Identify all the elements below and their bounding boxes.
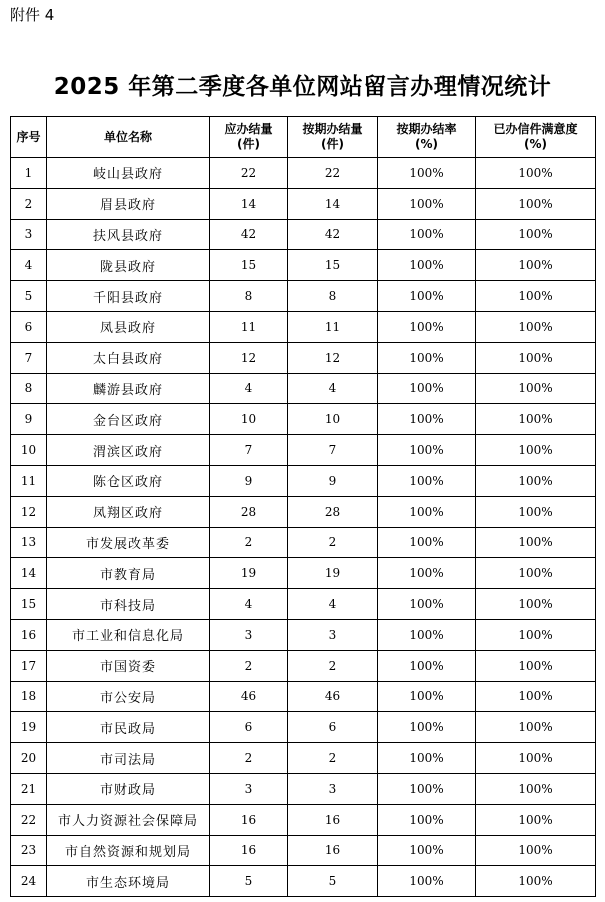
cell-unit-name: 市国资委 (47, 650, 210, 681)
cell-ontime-count: 12 (288, 342, 378, 373)
cell-unit-name: 市生态环境局 (47, 866, 210, 897)
cell-index: 19 (11, 712, 47, 743)
cell-ontime-count: 10 (288, 404, 378, 435)
cell-index: 8 (11, 373, 47, 404)
cell-satisfaction: 100% (476, 773, 596, 804)
cell-ontime-rate: 100% (378, 650, 476, 681)
cell-unit-name: 太白县政府 (47, 342, 210, 373)
cell-index: 4 (11, 250, 47, 281)
cell-due-count: 3 (210, 773, 288, 804)
cell-ontime-rate: 100% (378, 712, 476, 743)
cell-ontime-rate: 100% (378, 219, 476, 250)
cell-index: 9 (11, 404, 47, 435)
table-row (11, 835, 596, 866)
cell-ontime-rate: 100% (378, 743, 476, 774)
page-title: 2025 年第二季度各单位网站留言办理情况统计 (53, 74, 552, 100)
header-ontime-count: 按期办结量 (件) (288, 117, 378, 158)
cell-ontime-rate: 100% (378, 681, 476, 712)
cell-ontime-count: 7 (288, 435, 378, 466)
cell-unit-name: 市工业和信息化局 (47, 619, 210, 650)
table-row (11, 496, 596, 527)
cell-due-count: 8 (210, 281, 288, 312)
cell-unit-name: 千阳县政府 (47, 281, 210, 312)
cell-index: 2 (11, 188, 47, 219)
cell-ontime-count: 14 (288, 188, 378, 219)
header-index: 序号 (11, 117, 47, 158)
cell-index: 14 (11, 558, 47, 589)
table-row (11, 188, 596, 219)
cell-satisfaction: 100% (476, 681, 596, 712)
cell-due-count: 5 (210, 866, 288, 897)
cell-ontime-count: 3 (288, 619, 378, 650)
header-ontime-rate: 按期办结率 (%) (378, 117, 476, 158)
cell-due-count: 14 (210, 188, 288, 219)
cell-index: 1 (11, 158, 47, 189)
cell-unit-name: 岐山县政府 (47, 158, 210, 189)
cell-ontime-count: 19 (288, 558, 378, 589)
cell-due-count: 2 (210, 527, 288, 558)
cell-due-count: 4 (210, 373, 288, 404)
cell-ontime-rate: 100% (378, 311, 476, 342)
header-unit-name: 单位名称 (47, 117, 210, 158)
cell-index: 13 (11, 527, 47, 558)
cell-ontime-rate: 100% (378, 158, 476, 189)
table-row (11, 804, 596, 835)
cell-unit-name: 渭滨区政府 (47, 435, 210, 466)
statistics-table (10, 116, 596, 897)
cell-unit-name: 凤县政府 (47, 311, 210, 342)
cell-satisfaction: 100% (476, 342, 596, 373)
cell-unit-name: 市民政局 (47, 712, 210, 743)
attachment-label: 附件 4 (10, 6, 55, 24)
cell-index: 3 (11, 219, 47, 250)
table-row (11, 373, 596, 404)
cell-unit-name: 市科技局 (47, 589, 210, 620)
table-row (11, 773, 596, 804)
cell-unit-name: 市教育局 (47, 558, 210, 589)
cell-index: 21 (11, 773, 47, 804)
table-row (11, 681, 596, 712)
cell-ontime-count: 8 (288, 281, 378, 312)
table-row (11, 589, 596, 620)
cell-ontime-count: 2 (288, 743, 378, 774)
cell-ontime-rate: 100% (378, 527, 476, 558)
cell-ontime-rate: 100% (378, 342, 476, 373)
cell-index: 7 (11, 342, 47, 373)
cell-due-count: 16 (210, 835, 288, 866)
cell-index: 18 (11, 681, 47, 712)
cell-unit-name: 市自然资源和规划局 (47, 835, 210, 866)
cell-ontime-count: 16 (288, 835, 378, 866)
cell-ontime-count: 42 (288, 219, 378, 250)
cell-due-count: 7 (210, 435, 288, 466)
cell-ontime-count: 22 (288, 158, 378, 189)
cell-unit-name: 陈仓区政府 (47, 465, 210, 496)
cell-satisfaction: 100% (476, 373, 596, 404)
cell-ontime-count: 6 (288, 712, 378, 743)
table-body (11, 158, 596, 897)
cell-index: 6 (11, 311, 47, 342)
cell-ontime-count: 3 (288, 773, 378, 804)
table-row (11, 558, 596, 589)
table-row (11, 250, 596, 281)
cell-due-count: 3 (210, 619, 288, 650)
cell-ontime-rate: 100% (378, 804, 476, 835)
cell-satisfaction: 100% (476, 281, 596, 312)
cell-due-count: 22 (210, 158, 288, 189)
table-row (11, 158, 596, 189)
cell-due-count: 42 (210, 219, 288, 250)
cell-satisfaction: 100% (476, 743, 596, 774)
cell-due-count: 16 (210, 804, 288, 835)
cell-ontime-rate: 100% (378, 589, 476, 620)
cell-ontime-rate: 100% (378, 373, 476, 404)
cell-satisfaction: 100% (476, 619, 596, 650)
cell-ontime-count: 4 (288, 373, 378, 404)
cell-unit-name: 凤翔区政府 (47, 496, 210, 527)
cell-ontime-count: 11 (288, 311, 378, 342)
cell-satisfaction: 100% (476, 835, 596, 866)
cell-ontime-count: 4 (288, 589, 378, 620)
cell-ontime-rate: 100% (378, 281, 476, 312)
table-row (11, 435, 596, 466)
cell-satisfaction: 100% (476, 311, 596, 342)
cell-unit-name: 麟游县政府 (47, 373, 210, 404)
cell-ontime-count: 9 (288, 465, 378, 496)
cell-ontime-rate: 100% (378, 866, 476, 897)
cell-due-count: 11 (210, 311, 288, 342)
cell-unit-name: 市公安局 (47, 681, 210, 712)
cell-ontime-rate: 100% (378, 835, 476, 866)
table-row (11, 866, 596, 897)
cell-index: 5 (11, 281, 47, 312)
cell-due-count: 9 (210, 465, 288, 496)
table-row (11, 650, 596, 681)
cell-ontime-rate: 100% (378, 773, 476, 804)
table-row (11, 527, 596, 558)
cell-unit-name: 市发展改革委 (47, 527, 210, 558)
cell-index: 22 (11, 804, 47, 835)
cell-index: 15 (11, 589, 47, 620)
cell-due-count: 4 (210, 589, 288, 620)
cell-satisfaction: 100% (476, 435, 596, 466)
cell-ontime-rate: 100% (378, 250, 476, 281)
cell-satisfaction: 100% (476, 188, 596, 219)
cell-satisfaction: 100% (476, 219, 596, 250)
cell-satisfaction: 100% (476, 250, 596, 281)
table-row (11, 281, 596, 312)
cell-ontime-rate: 100% (378, 404, 476, 435)
cell-due-count: 46 (210, 681, 288, 712)
cell-satisfaction: 100% (476, 589, 596, 620)
cell-index: 12 (11, 496, 47, 527)
cell-due-count: 2 (210, 650, 288, 681)
cell-ontime-rate: 100% (378, 435, 476, 466)
cell-ontime-rate: 100% (378, 188, 476, 219)
cell-satisfaction: 100% (476, 496, 596, 527)
cell-unit-name: 市财政局 (47, 773, 210, 804)
cell-due-count: 19 (210, 558, 288, 589)
table-row (11, 743, 596, 774)
cell-unit-name: 市人力资源社会保障局 (47, 804, 210, 835)
cell-due-count: 6 (210, 712, 288, 743)
cell-unit-name: 陇县政府 (47, 250, 210, 281)
cell-due-count: 15 (210, 250, 288, 281)
cell-satisfaction: 100% (476, 158, 596, 189)
cell-ontime-rate: 100% (378, 465, 476, 496)
cell-ontime-count: 2 (288, 650, 378, 681)
cell-due-count: 2 (210, 743, 288, 774)
table-row (11, 219, 596, 250)
cell-satisfaction: 100% (476, 804, 596, 835)
cell-due-count: 28 (210, 496, 288, 527)
cell-satisfaction: 100% (476, 404, 596, 435)
table-row (11, 465, 596, 496)
table-row (11, 712, 596, 743)
cell-index: 17 (11, 650, 47, 681)
table-row (11, 311, 596, 342)
cell-ontime-count: 15 (288, 250, 378, 281)
table-header-row (11, 117, 596, 158)
cell-index: 10 (11, 435, 47, 466)
cell-satisfaction: 100% (476, 866, 596, 897)
cell-unit-name: 扶风县政府 (47, 219, 210, 250)
header-due-count: 应办结量 (件) (210, 117, 288, 158)
cell-satisfaction: 100% (476, 527, 596, 558)
cell-unit-name: 市司法局 (47, 743, 210, 774)
cell-ontime-count: 28 (288, 496, 378, 527)
cell-ontime-count: 46 (288, 681, 378, 712)
cell-ontime-rate: 100% (378, 619, 476, 650)
cell-index: 20 (11, 743, 47, 774)
header-satisfaction: 已办信件满意度 (%) (476, 117, 596, 158)
cell-satisfaction: 100% (476, 712, 596, 743)
table-row (11, 619, 596, 650)
cell-satisfaction: 100% (476, 465, 596, 496)
cell-ontime-rate: 100% (378, 496, 476, 527)
cell-satisfaction: 100% (476, 650, 596, 681)
cell-index: 16 (11, 619, 47, 650)
cell-ontime-count: 2 (288, 527, 378, 558)
cell-due-count: 12 (210, 342, 288, 373)
cell-ontime-rate: 100% (378, 558, 476, 589)
cell-unit-name: 金台区政府 (47, 404, 210, 435)
cell-due-count: 10 (210, 404, 288, 435)
cell-index: 23 (11, 835, 47, 866)
cell-unit-name: 眉县政府 (47, 188, 210, 219)
cell-satisfaction: 100% (476, 558, 596, 589)
cell-index: 24 (11, 866, 47, 897)
cell-index: 11 (11, 465, 47, 496)
table-row (11, 342, 596, 373)
cell-ontime-count: 5 (288, 866, 378, 897)
cell-ontime-count: 16 (288, 804, 378, 835)
table-row (11, 404, 596, 435)
